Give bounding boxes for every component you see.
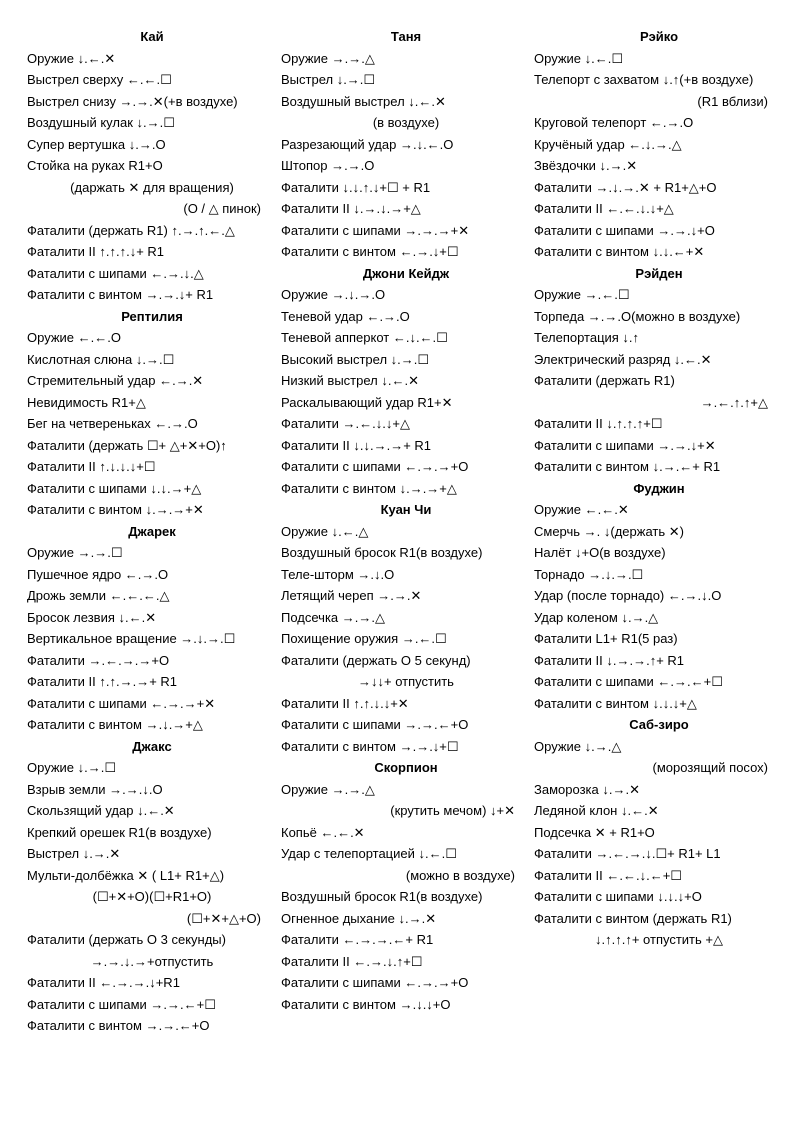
move-line: (в воздухе) [372, 115, 440, 130]
move-line: Фаталити с шипами →.→.↓+✕ [534, 437, 716, 453]
move-line: Фаталити II ←.→.↓.↑+☐ [281, 953, 423, 969]
move-line: Подсечка ✕ + R1+O [534, 824, 655, 840]
move-line: Фаталити II ↑.↑.↑.↓+ R1 [27, 244, 165, 259]
move-line: Бег на четвереньках ←.→.O [27, 416, 198, 431]
move-line: (☐+✕+O)(☐+R1+O) [92, 889, 212, 904]
column-1 [27, 26, 277, 1037]
move-line: Выстрел ↓.→.☐ [281, 72, 376, 87]
move-line: Пушечное ядро ←.→.O [27, 566, 169, 582]
move-line: Торпеда →.→.O(можно в воздухе) [534, 308, 741, 324]
move-line: Оружие →.↓.→.O [281, 287, 386, 302]
move-line: Фаталити II ↓.→.↓.→+△ [281, 201, 421, 216]
move-line: Похищение оружия →.←.☐ [281, 631, 447, 646]
move-line: Фаталити (держать O 3 секунды) [27, 932, 226, 947]
move-line: Фаталити (держать O 5 секунд) [281, 652, 471, 668]
character-title: Скорпион [374, 760, 438, 775]
move-line: Фаталити II ↑.↑.→.→+ R1 [27, 674, 178, 689]
move-line: Воздушный выстрел ↓.←.✕ [281, 93, 446, 109]
character-title: Куан Чи [380, 502, 432, 517]
move-line: Вертикальное вращение →.↓.→.☐ [27, 631, 236, 646]
move-line: Фаталити с шипами ←.→.←+☐ [534, 674, 723, 689]
move-line: Фаталити с винтом ↓.→.→+✕ [27, 502, 204, 517]
move-line: Летящий череп →.→.✕ [281, 588, 422, 603]
move-line: Кручёный удар ←.↓.→.△ [534, 136, 682, 152]
move-line: Телепорт с захватом ↓.↑(+в воздухе) [534, 72, 754, 87]
move-line: Теневой удар ←.→.O [281, 308, 410, 324]
move-line: Крепкий орешек R1(в воздухе) [27, 824, 212, 840]
move-line: Налёт ↓+O(в воздухе) [534, 545, 666, 560]
character-title: Таня [390, 29, 422, 44]
move-line: Фаталити с винтом ↓.↓.←+✕ [534, 244, 705, 259]
move-line: Фаталити с винтом →.↓.→+△ [27, 717, 203, 732]
move-line: Фаталити II ←.←.↓.↓+△ [534, 201, 674, 216]
move-line: Штопор →.→.O [281, 158, 375, 173]
move-line: Воздушный кулак ↓.→.☐ [27, 115, 175, 130]
move-line: Скользящий удар ↓.←.✕ [27, 803, 175, 818]
move-line: Выстрел ↓.→.✕ [27, 846, 121, 861]
move-line: Фаталити с шипами ←.→.→+✕ [27, 695, 216, 711]
move-line: Фаталити (держать ☐+ △+✕+O)↑ [27, 437, 227, 453]
move-line: Фаталити с шипами ↓.↓.→+△ [27, 480, 202, 496]
move-line: Ледяной клон ↓.←.✕ [534, 803, 659, 818]
move-line: Оружие ↓.→.△ [534, 738, 622, 754]
move-line: Фаталити с винтом →.↓.↓+O [281, 996, 451, 1012]
move-line: Телепортация ↓.↑ [534, 330, 640, 345]
move-line: Раскалывающий удар R1+✕ [281, 394, 453, 410]
move-line: Теневой апперкот ←.↓.←.☐ [281, 330, 448, 345]
move-line: (☐+✕+△+O) [186, 910, 261, 926]
move-line: Фаталити с винтом ↓.→.→+△ [281, 480, 457, 496]
move-line: Фаталити с шипами ←.→.→+O [281, 975, 469, 990]
move-line: Фаталити →.←.↓.↓+△ [281, 416, 410, 431]
move-line: Фаталити с шипами →.→.↓+O [534, 222, 715, 238]
move-line: Фаталити II ←.→.→.↓+R1 [27, 975, 180, 990]
move-line: Оружие ↓.←.✕ [27, 50, 116, 66]
move-line: Фаталити (держать R1) [534, 373, 675, 388]
move-line: Стремительный удар ←.→.✕ [27, 373, 204, 388]
move-line: Фаталити II ↓.→.→.↑+ R1 [534, 652, 685, 668]
move-line: Оружие ←.←.O [27, 330, 121, 345]
move-line: Невидимость R1+△ [27, 394, 146, 410]
move-line: Низкий выстрел ↓.←.✕ [281, 373, 419, 388]
move-line: Удар с телепортацией ↓.←.☐ [281, 846, 457, 861]
move-line: Удар коленом ↓.→.△ [534, 609, 659, 625]
move-line: Торнадо →.↓.→.☐ [534, 566, 644, 582]
move-line: (морозящий посох) [652, 760, 768, 775]
move-line: Выстрел снизу →.→.✕(+в воздухе) [27, 93, 238, 109]
move-line: Удар (после торнадо) ←.→.↓.O [534, 588, 722, 603]
move-line: Кислотная слюна ↓.→.☐ [27, 351, 175, 367]
move-line: Подсечка →.→.△ [281, 609, 385, 625]
move-line: →↓↓+ отпустить [358, 674, 454, 689]
move-line: Фаталити с винтом →.→.↓+☐ [281, 738, 459, 754]
move-line: Звёздочки ↓.→.✕ [534, 158, 638, 173]
move-line: Воздушный бросок R1(в воздухе) [281, 889, 483, 904]
move-line: (O / △ пинок) [183, 201, 261, 216]
move-line: Выстрел сверху ←.←.☐ [27, 72, 172, 87]
move-line: Фаталити с шипами →.→.→+✕ [281, 222, 470, 238]
move-line: Фаталити с винтом ↓.→.←+ R1 [534, 459, 721, 474]
move-line: Фаталити II ↑.↑.↓.↓+✕ [281, 695, 409, 711]
move-line: (R1 вблизи) [697, 93, 768, 109]
move-line: Стойка на руках R1+O [27, 158, 163, 173]
move-line: Оружие →.→.☐ [27, 545, 123, 560]
column-2 [281, 26, 531, 1015]
move-line: Смерчь →. ↓(держать ✕) [534, 523, 684, 539]
column-3 [534, 26, 784, 951]
move-line: Копьё ←.←.✕ [281, 824, 365, 840]
move-line: Фаталити (держать R1) ↑.→.↑.←.△ [27, 222, 235, 238]
move-line: Супер вертушка ↓.→.O [27, 136, 166, 152]
move-line: Оружие ←.←.✕ [534, 502, 629, 517]
move-line: Фаталити с винтом (держать R1) [534, 910, 732, 926]
move-line: Взрыв земли →.→.↓.O [27, 781, 163, 797]
character-title: Фуджин [633, 480, 685, 496]
move-line: Фаталити →.←.→.↓.☐+ R1+ L1 [534, 846, 721, 861]
move-line: Фаталити II ↓.↓.→.→+ R1 [281, 437, 432, 453]
move-line: Фаталити с шипами ←.→.→+O [281, 459, 469, 474]
character-title: Кай [140, 29, 164, 44]
character-title: Джарек [128, 523, 176, 539]
move-line: (даржать ✕ для вращения) [70, 179, 234, 195]
move-line: Фаталити с шипами →.→.←+☐ [27, 996, 216, 1012]
move-line: Фаталити ←.→.→.←+ R1 [281, 932, 434, 947]
move-line: Оружие →.→.△ [281, 781, 375, 797]
character-title: Саб-зиро [629, 717, 689, 732]
move-line: Электрический разряд ↓.←.✕ [534, 351, 712, 367]
move-line: →.→.↓.→+отпустить [90, 953, 214, 969]
move-line: Дрожь земли ←.←.←.△ [27, 588, 170, 603]
move-line: Фаталити с винтом ↓.↓.↓+△ [534, 695, 697, 711]
move-line: Огненное дыхание ↓.→.✕ [281, 910, 437, 926]
move-line: →.←.↑.↑+△ [700, 394, 768, 410]
move-line: Высокий выстрел ↓.→.☐ [281, 351, 430, 367]
move-line: (можно в воздухе) [405, 867, 515, 883]
move-line: Фаталити L1+ R1(5 раз) [534, 631, 678, 646]
move-line: Фаталити с шипами ←.→.↓.△ [27, 265, 204, 281]
character-title: Рэйко [639, 29, 679, 44]
move-line: Фаталити II ←.←.↓.←+☐ [534, 867, 682, 883]
move-line: Оружие →.→.△ [281, 50, 375, 66]
move-line: Оружие ↓.←.△ [281, 523, 369, 539]
move-line: Фаталити →.←.→.→+O [27, 652, 170, 668]
move-line: Фаталити с винтом ←.→.↓+☐ [281, 244, 459, 259]
move-line: Фаталити с винтом →.→.↓+ R1 [27, 287, 214, 302]
move-line: Фаталити →.↓.→.✕ + R1+△+O [534, 179, 717, 195]
character-title: Джакс [132, 738, 172, 754]
move-line: Фаталити с шипами ↓.↓.↓+O [534, 889, 702, 904]
move-line: Мульти-долбёжка ✕ ( L1+ R1+△) [27, 867, 225, 883]
move-line: Воздушный бросок R1(в воздухе) [281, 545, 483, 560]
move-line: Фаталити с винтом →.→.←+O [27, 1018, 210, 1033]
move-line: Оружие ↓.→.☐ [27, 760, 117, 775]
move-line: Фаталити II ↑.↓.↓.↓+☐ [27, 459, 156, 474]
move-line: Фаталити с шипами →.→.←+O [281, 717, 469, 732]
move-line: Теле-шторм →.↓.O [281, 566, 395, 582]
move-line: Заморозка ↓.→.✕ [534, 781, 640, 797]
move-line: Оружие →.←.☐ [534, 287, 630, 302]
move-line: Оружие ↓.←.☐ [534, 50, 624, 66]
character-title: Джони Кейдж [362, 265, 450, 281]
move-line: Круговой телепорт ←.→.O [534, 115, 694, 130]
move-line: Разрезающий удар →.↓.←.O [281, 136, 454, 152]
move-line: (крутить мечом) ↓+✕ [390, 803, 515, 818]
move-line: Бросок лезвия ↓.←.✕ [27, 609, 157, 625]
character-title: Рэйден [635, 265, 683, 281]
move-line: Фаталити ↓.↓.↑.↓+☐ + R1 [281, 179, 431, 195]
move-line: ↓.↑.↑.↑+ отпустить +△ [595, 932, 723, 947]
move-line: Фаталити II ↓.↑.↑.↑+☐ [534, 416, 663, 431]
character-title: Рептилия [121, 308, 183, 324]
